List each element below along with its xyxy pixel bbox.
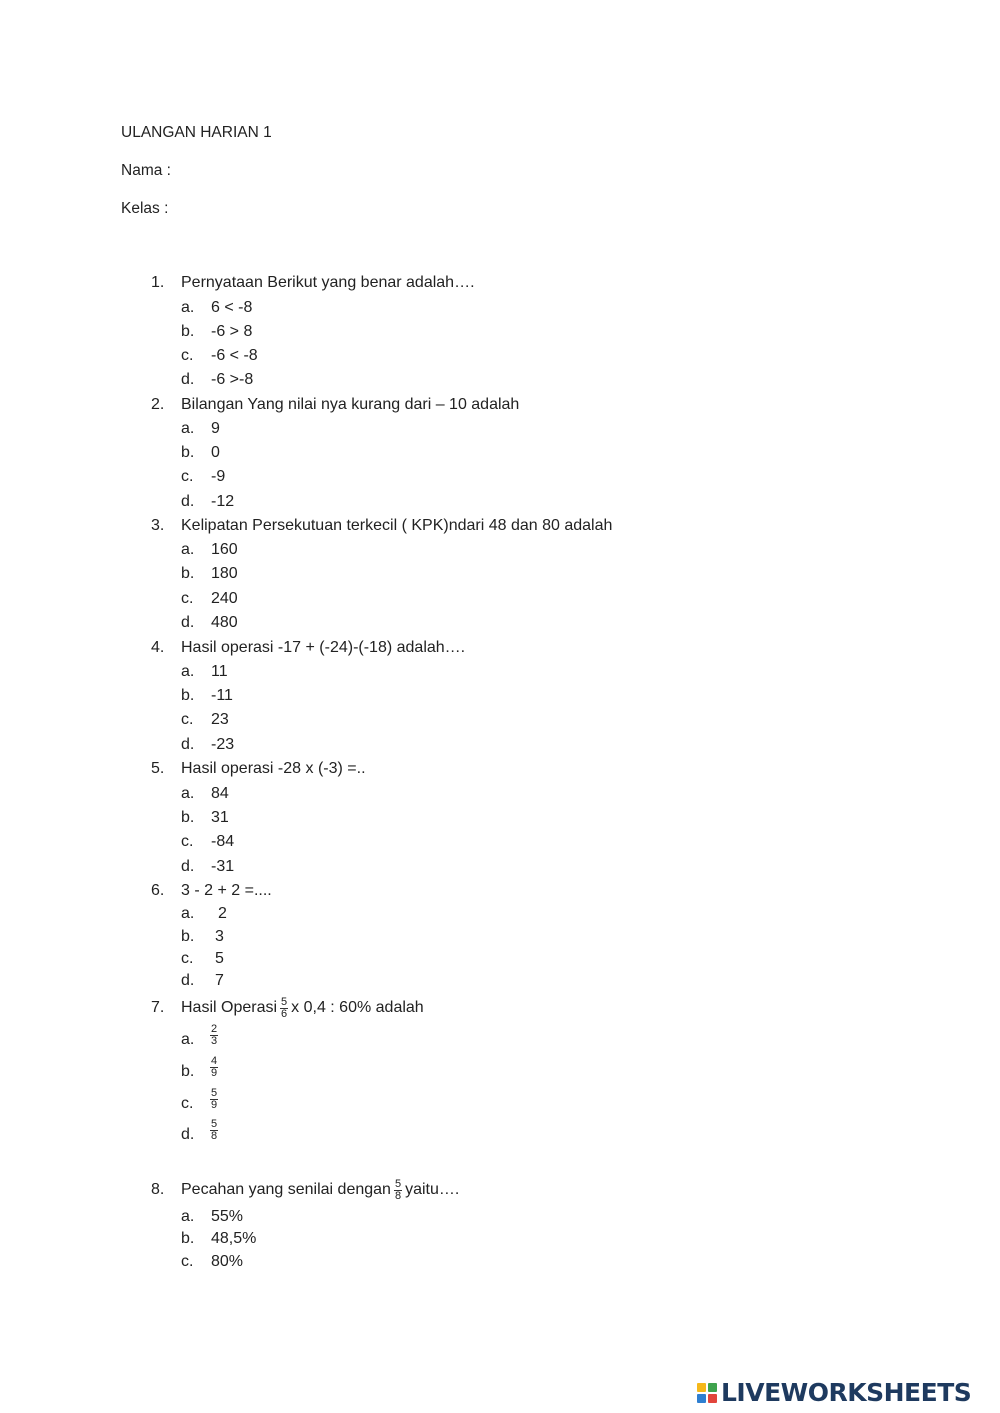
option-letter: d. bbox=[181, 614, 195, 631]
option-letter: d. bbox=[181, 858, 195, 875]
question-text: Hasil operasi -17 + (-24)-(-18) adalah…. bbox=[181, 639, 466, 656]
option-value[interactable]: 31 bbox=[211, 809, 229, 826]
option-value[interactable]: -6 >-8 bbox=[211, 371, 254, 388]
option-letter: a. bbox=[181, 785, 195, 802]
option-value[interactable]: 2 bbox=[218, 905, 227, 922]
option-letter: b. bbox=[181, 444, 195, 461]
brand-name: LIVEWORKSHEETS bbox=[721, 1378, 972, 1407]
question-text-after: x 0,4 : 60% adalah bbox=[291, 999, 424, 1016]
option-letter: c. bbox=[181, 347, 194, 364]
liveworksheets-logo[interactable] bbox=[697, 1378, 971, 1407]
option-letter: c. bbox=[181, 1095, 194, 1112]
option-value[interactable]: 5 bbox=[215, 950, 224, 967]
option-letter: a. bbox=[181, 905, 195, 922]
option-letter: a. bbox=[181, 420, 195, 437]
option-value[interactable]: 48,5% bbox=[211, 1230, 257, 1247]
option-value[interactable]: -9 bbox=[211, 468, 226, 485]
option-value[interactable]: 11 bbox=[211, 663, 228, 680]
option-value[interactable]: 6 < -8 bbox=[211, 299, 253, 316]
question-number: 7. bbox=[151, 999, 165, 1016]
option-letter: b. bbox=[181, 809, 195, 826]
option-letter: a. bbox=[181, 663, 195, 680]
question-number: 1. bbox=[151, 274, 165, 291]
option-value[interactable]: -23 bbox=[211, 736, 235, 753]
question-number: 3. bbox=[151, 517, 165, 534]
option-value[interactable]: 55% bbox=[211, 1208, 244, 1225]
question-text: Pernyataan Berikut yang benar adalah…. bbox=[181, 274, 475, 291]
option-letter: a. bbox=[181, 1031, 195, 1048]
option-letter: d. bbox=[181, 736, 195, 753]
fraction-denominator: 6 bbox=[281, 1007, 288, 1020]
option-letter: d. bbox=[181, 1126, 195, 1143]
option-value[interactable]: 180 bbox=[211, 565, 238, 582]
option-value[interactable]: 9 bbox=[211, 420, 220, 437]
logo-square-1 bbox=[697, 1383, 706, 1392]
option-letter: a. bbox=[181, 299, 195, 316]
option-letter: b. bbox=[181, 928, 195, 945]
question-text: Bilangan Yang nilai nya kurang dari – 10 adalah bbox=[181, 396, 520, 413]
fraction-numerator: 5 bbox=[394, 1177, 402, 1190]
option-letter: c. bbox=[181, 711, 194, 728]
question-number: 5. bbox=[151, 760, 165, 777]
logo-square-2 bbox=[708, 1383, 717, 1392]
logo-square-4 bbox=[708, 1394, 717, 1403]
question-number: 6. bbox=[151, 882, 165, 899]
option-value[interactable]: -31 bbox=[211, 858, 235, 875]
fraction-denominator: 8 bbox=[211, 1130, 218, 1142]
question-text: 3 - 2 + 2 =.... bbox=[181, 882, 272, 899]
question-text-before: Pecahan yang senilai dengan bbox=[181, 1181, 391, 1198]
option-value[interactable]: -12 bbox=[211, 493, 235, 510]
fraction-denominator: 9 bbox=[211, 1067, 218, 1079]
option-fraction[interactable] bbox=[210, 1024, 218, 1047]
option-value[interactable]: 160 bbox=[211, 541, 238, 558]
option-letter: c. bbox=[181, 833, 194, 850]
option-value[interactable]: 480 bbox=[211, 614, 238, 631]
question-text bbox=[181, 1175, 459, 1205]
fraction-numerator: 5 bbox=[211, 1087, 218, 1099]
option-fraction[interactable] bbox=[210, 1088, 218, 1111]
option-letter: b. bbox=[181, 1063, 195, 1080]
question-number: 4. bbox=[151, 639, 165, 656]
option-letter: b. bbox=[181, 687, 195, 704]
fraction bbox=[280, 997, 288, 1020]
question-text bbox=[181, 993, 424, 1023]
option-value[interactable]: 3 bbox=[215, 928, 224, 945]
option-fraction[interactable] bbox=[210, 1056, 218, 1079]
option-value[interactable]: 84 bbox=[211, 785, 229, 802]
option-letter: b. bbox=[181, 323, 195, 340]
question-text: Hasil operasi -28 x (-3) =.. bbox=[181, 760, 366, 777]
logo-mark-icon bbox=[697, 1383, 717, 1403]
option-letter: c. bbox=[181, 1253, 194, 1270]
option-value[interactable]: 0 bbox=[211, 444, 220, 461]
option-letter: d. bbox=[181, 371, 195, 388]
fraction-denominator: 8 bbox=[394, 1189, 402, 1202]
option-value[interactable]: -6 < -8 bbox=[211, 347, 258, 364]
name-label: Nama : bbox=[121, 162, 171, 179]
option-letter: b. bbox=[181, 1230, 195, 1247]
option-value[interactable]: -6 > 8 bbox=[211, 323, 253, 340]
question-text-before: Hasil Operasi bbox=[181, 999, 278, 1016]
option-letter: d. bbox=[181, 493, 195, 510]
worksheet-title: ULANGAN HARIAN 1 bbox=[121, 124, 272, 141]
option-fraction[interactable] bbox=[210, 1119, 218, 1142]
option-letter: a. bbox=[181, 541, 195, 558]
question-number: 2. bbox=[151, 396, 165, 413]
option-value[interactable]: 7 bbox=[215, 972, 224, 989]
option-value[interactable]: -84 bbox=[211, 833, 235, 850]
fraction-numerator: 2 bbox=[211, 1023, 218, 1035]
option-value[interactable]: -11 bbox=[211, 687, 233, 704]
fraction-denominator: 3 bbox=[211, 1035, 218, 1047]
fraction-denominator: 9 bbox=[211, 1099, 218, 1111]
option-letter: c. bbox=[181, 468, 194, 485]
fraction bbox=[394, 1179, 402, 1202]
option-value[interactable]: 80% bbox=[211, 1253, 244, 1270]
question-text-after: yaitu…. bbox=[405, 1181, 460, 1198]
option-letter: c. bbox=[181, 590, 194, 607]
question-number: 8. bbox=[151, 1181, 165, 1198]
class-label: Kelas : bbox=[121, 200, 169, 217]
question-text: Kelipatan Persekutuan terkecil ( KPK)ndari 48 dan 80 adalah bbox=[181, 517, 613, 534]
option-letter: c. bbox=[181, 950, 194, 967]
option-value[interactable]: 23 bbox=[211, 711, 229, 728]
option-value[interactable]: 240 bbox=[211, 590, 238, 607]
option-letter: b. bbox=[181, 565, 195, 582]
logo-square-3 bbox=[697, 1394, 706, 1403]
fraction-numerator: 5 bbox=[211, 1118, 218, 1130]
option-letter: d. bbox=[181, 972, 195, 989]
fraction-numerator: 4 bbox=[211, 1055, 218, 1067]
fraction-numerator: 5 bbox=[281, 995, 288, 1008]
option-letter: a. bbox=[181, 1208, 195, 1225]
